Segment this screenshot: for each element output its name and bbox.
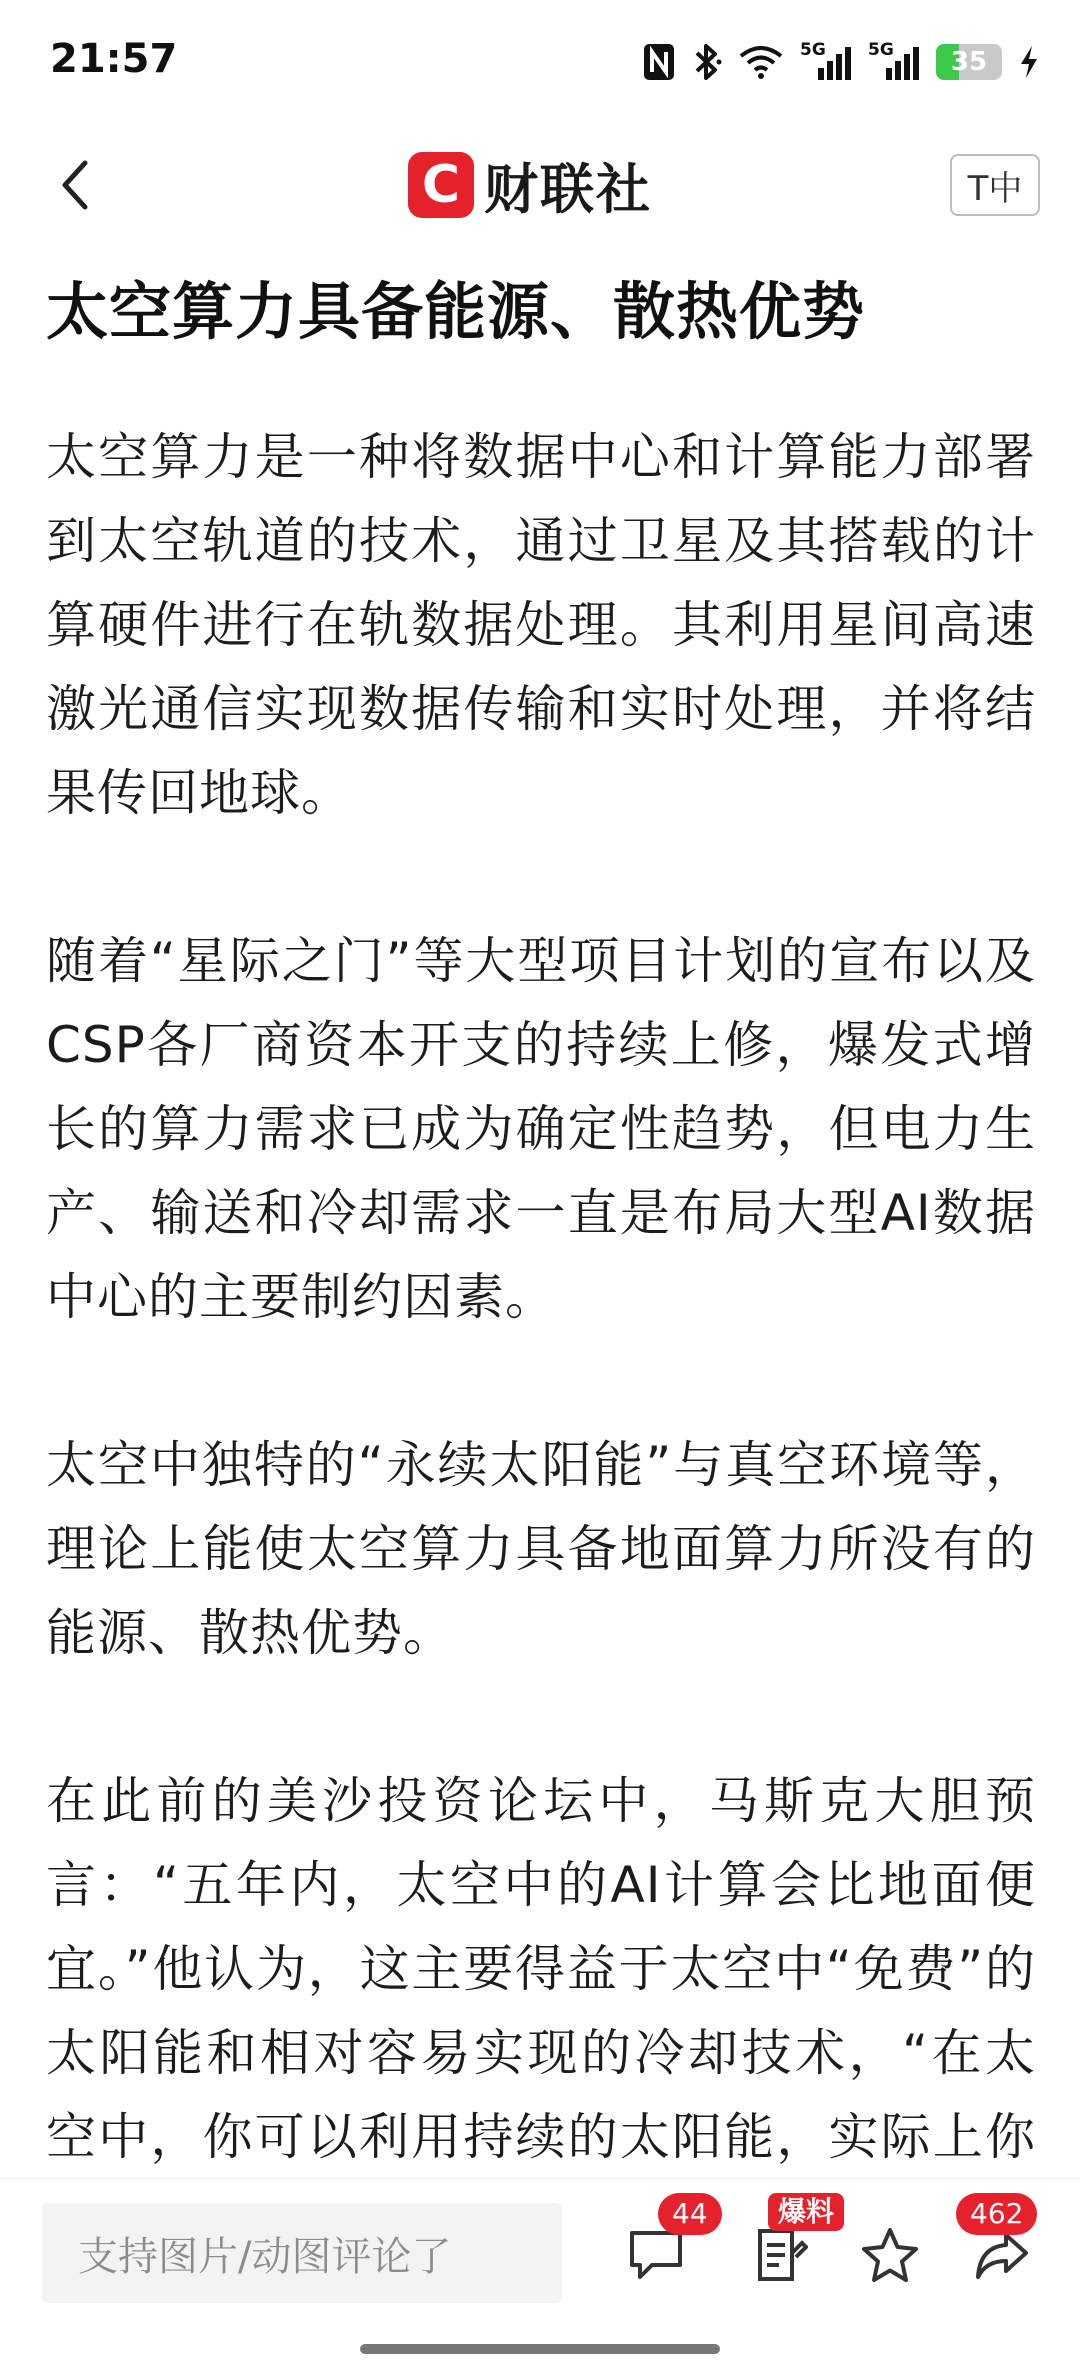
app-header: [0, 130, 1080, 240]
logo-text: 财联社: [484, 157, 652, 221]
home-indicator[interactable]: [360, 2344, 720, 2354]
charging-icon: [1018, 44, 1040, 80]
comment-button[interactable]: [616, 2197, 708, 2295]
article-paragraph: 太空中独特的“永续太阳能”与真空环境等，理论上能使太空算力具备地面算力所没有的能源、散热优势。: [46, 1435, 1036, 1662]
app-logo: [408, 150, 652, 220]
comment-icon: [626, 2227, 686, 2283]
article-body: [46, 415, 1036, 2263]
star-icon: [860, 2226, 920, 2284]
favorite-button[interactable]: [850, 2215, 930, 2295]
document-edit-icon: [752, 2225, 808, 2285]
wifi-icon: [738, 44, 784, 80]
battery-level: 35: [950, 47, 988, 77]
signal-5g-icon-2: 5G: [868, 42, 920, 82]
font-size-button[interactable]: T中: [950, 154, 1040, 216]
article: [46, 272, 1036, 2347]
status-bar: [0, 0, 1080, 120]
article-paragraph: 随着“星际之门”等大型项目计划的宣布以及CSP各厂商资本开支的持续上修，爆发式增长的算力需求已成为确定性趋势，但电力生产、输送和冷却需求一直是布局大型AI数据中心的主要制约因素。: [46, 931, 1036, 1326]
status-time: 21:57: [50, 36, 178, 82]
share-count-badge: 462: [956, 2193, 1037, 2235]
chevron-left-icon: [57, 157, 93, 213]
tip-off-badge: 爆料: [768, 2193, 844, 2231]
share-button[interactable]: [962, 2197, 1042, 2295]
nfc-icon: [642, 42, 676, 82]
logo-mark-icon: C: [408, 152, 474, 218]
article-paragraph: 在此前的美沙投资论坛中，马斯克大胆预言：“五年内，太空中的AI计算会比地面便宜。”他认为，这主要得益于太空中“免费”的太阳能和相对容易实现的冷却技术，“在太空中，你可以利用持续的太阳能，实际上你: [46, 1771, 1036, 2166]
battery-icon: [936, 44, 1002, 80]
bluetooth-icon: [692, 42, 722, 82]
back-button[interactable]: [40, 150, 110, 220]
share-icon: [972, 2227, 1032, 2283]
status-icons: [642, 38, 1040, 86]
signal-5g-icon: 5G: [800, 42, 852, 82]
article-paragraph: 太空算力是一种将数据中心和计算能力部署到太空轨道的技术，通过卫星及其搭载的计算硬件进行在轨数据处理。其利用星间高速激光通信实现数据传输和实时处理，并将结果传回地球。: [46, 427, 1036, 822]
article-title: 太空算力具备能源、散热优势: [46, 275, 866, 348]
tip-off-button[interactable]: [740, 2195, 835, 2295]
comment-count-badge: 44: [658, 2193, 722, 2235]
comment-input[interactable]: 支持图片/动图评论了: [42, 2203, 562, 2303]
